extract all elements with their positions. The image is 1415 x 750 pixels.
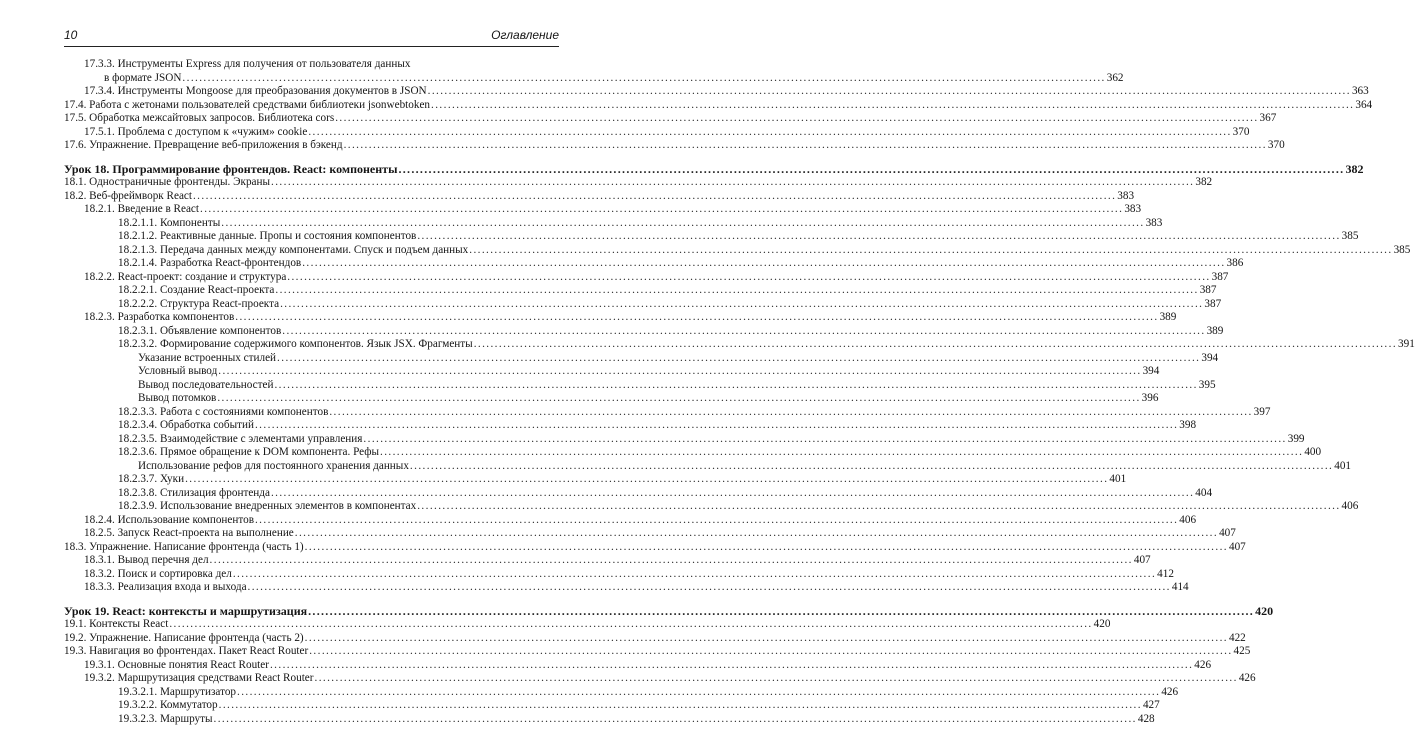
toc-entry[interactable] (64, 405, 1271, 420)
dot-leader: ............................................................................................................................................................................................................................ (280, 297, 1204, 310)
toc-entry-page: 395 (1198, 378, 1216, 391)
toc-entry-title: 18.2.3.9. Использование внедренных элементов в компонентах (118, 500, 417, 512)
dot-leader: ............................................................................................................................................................................................................................ (235, 311, 1159, 323)
dot-leader: ............................................................................................................................................................................................................................ (282, 324, 1206, 337)
toc-entry-title: Вывод потомков (138, 392, 217, 404)
toc-entry-page: 396 (1141, 392, 1159, 404)
dot-leader: ............................................................................................................................................................................................................................ (269, 658, 1194, 671)
toc-entry-page: 363 (1351, 85, 1369, 97)
toc-entry-title: Урок 19. React: контексты и маршрутизация (64, 603, 308, 618)
toc-entry-title: 18.1. Одностраничные фронтенды. Экраны (64, 176, 271, 188)
dot-leader: ............................................................................................................................................................................................................................ (304, 540, 1228, 553)
toc-entry[interactable] (64, 392, 1159, 406)
toc-entry-page: 362 (1106, 71, 1124, 84)
toc-entry-title: 18.2.3. Разработка компонентов (84, 311, 235, 323)
toc-entry[interactable] (64, 257, 1244, 271)
toc-entry[interactable] (64, 365, 1160, 379)
toc-lesson-entry[interactable] (64, 603, 1274, 619)
toc-entry-title: 19.1. Контексты React (64, 618, 169, 630)
toc-entry-page: 407 (1219, 527, 1236, 539)
toc-entry[interactable] (64, 513, 1197, 528)
toc-entry-page: 406 (1179, 513, 1197, 526)
toc-entry-title: 18.3.1. Вывод перечня дел (84, 554, 209, 566)
toc-entry[interactable] (64, 112, 1277, 126)
dot-leader: ............................................................................................................................................................................................................................ (427, 85, 1351, 97)
toc-entry[interactable] (64, 712, 1155, 727)
dot-leader: ............................................................................................................................................................................................................................ (169, 618, 1093, 630)
toc-entry-title: 18.2.1.3. Передача данных между компонентами. Спуск и подъем данных (118, 243, 469, 256)
toc-entry-page: 406 (1341, 500, 1359, 512)
toc-entry-page: 385 (1393, 243, 1411, 256)
dot-leader: ............................................................................................................................................................................................................................ (308, 125, 1232, 138)
toc-entry-page: 383 (1145, 216, 1163, 229)
toc-entry[interactable] (64, 311, 1177, 325)
toc-entry-page: 427 (1142, 699, 1160, 711)
toc-entry[interactable] (64, 567, 1174, 582)
toc-entry-title: 18.2. Веб-фреймворк React (64, 189, 192, 202)
toc-entry-page: 364 (1355, 98, 1373, 111)
toc-entry-title: 18.2.2.1. Создание React-проекта (118, 284, 275, 296)
dot-leader: ............................................................................................................................................................................................................................ (398, 161, 1345, 176)
dot-leader: ............................................................................................................................................................................................................................ (254, 513, 1179, 526)
toc-entry-title: 19.2. Упражнение. Написание фронтенда (часть 2) (64, 631, 304, 644)
toc-entry[interactable] (64, 338, 1415, 352)
toc-entry-page: 394 (1142, 365, 1160, 377)
toc-entry-title: Вывод последовательностей (138, 378, 274, 391)
toc-entry-page: 398 (1179, 419, 1197, 431)
toc-entry[interactable] (64, 58, 1124, 85)
dot-leader: ............................................................................................................................................................................................................................ (182, 71, 1106, 84)
toc-entry-title: 18.2.3.1. Объявление компонентов (118, 324, 282, 337)
dot-leader: ............................................................................................................................................................................................................................ (217, 392, 1141, 404)
toc-entry[interactable] (64, 672, 1256, 686)
dot-leader: ............................................................................................................................................................................................................................ (221, 216, 1145, 229)
toc-entry[interactable] (64, 203, 1142, 217)
running-title: Оглавление (491, 28, 559, 42)
table-of-contents (64, 58, 1415, 726)
toc-entry[interactable] (64, 685, 1179, 700)
toc-lesson-entry[interactable] (64, 161, 1364, 177)
toc-entry[interactable] (64, 540, 1246, 555)
dot-leader: ............................................................................................................................................................................................................................ (417, 500, 1341, 512)
toc-entry-title: 18.2.2. React-проект: создание и структура (84, 270, 287, 283)
toc-entry[interactable] (64, 139, 1285, 153)
toc-entry[interactable] (64, 473, 1127, 487)
toc-entry[interactable] (64, 284, 1217, 298)
dot-leader: ............................................................................................................................................................................................................................ (254, 419, 1179, 431)
toc-entry-page: 401 (1334, 459, 1352, 472)
toc-entry-page: 401 (1109, 473, 1127, 485)
toc-entry-title: 18.2.5. Запуск React-проекта на выполнение (84, 527, 294, 539)
toc-entry-page: 383 (1117, 189, 1135, 202)
toc-entry-title: 18.2.3.2. Формирование содержимого компонентов. Язык JSX. Фрагменты (118, 338, 473, 350)
dot-leader: ............................................................................................................................................................................................................................ (335, 112, 1259, 124)
toc-entry-page: 386 (1226, 257, 1244, 269)
toc-entry-title: Условный вывод (138, 365, 218, 377)
dot-leader: ............................................................................................................................................................................................................................ (275, 284, 1199, 296)
toc-entry[interactable] (64, 216, 1163, 231)
toc-entry-page: 420 (1255, 603, 1274, 618)
dot-leader: ............................................................................................................................................................................................................................ (363, 432, 1287, 445)
toc-entry-title: 19.3. Навигация во фронтендах. Пакет React Router (64, 645, 309, 657)
toc-entry[interactable] (64, 459, 1352, 474)
toc-entry-page: 370 (1267, 139, 1285, 151)
toc-entry-page: 400 (1304, 446, 1322, 458)
toc-entry[interactable] (64, 243, 1411, 258)
toc-entry-page: 394 (1201, 351, 1219, 364)
dot-leader: ............................................................................................................................................................................................................................ (247, 581, 1171, 593)
toc-entry-title: Урок 18. Программирование фронтендов. React: компоненты (64, 161, 398, 176)
toc-entry-title: 19.3.2.1. Маршрутизатор (118, 685, 237, 698)
toc-entry-page: 387 (1204, 297, 1222, 310)
toc-entry[interactable] (64, 270, 1229, 285)
dot-leader: ............................................................................................................................................................................................................................ (270, 486, 1195, 499)
toc-entry[interactable] (64, 98, 1373, 113)
toc-entry[interactable] (64, 658, 1212, 673)
toc-entry-title: 18.3.3. Реализация входа и выхода (84, 581, 247, 593)
dot-leader: ............................................................................................................................................................................................................................ (308, 603, 1255, 618)
toc-entry-page: 414 (1171, 581, 1189, 593)
dot-leader: ............................................................................................................................................................................................................................ (329, 405, 1253, 418)
toc-entry[interactable] (64, 631, 1246, 646)
dot-leader: ............................................................................................................................................................................................................................ (287, 270, 1211, 283)
toc-entry[interactable] (64, 581, 1189, 595)
dot-leader: ............................................................................................................................................................................................................................ (277, 351, 1201, 364)
toc-entry-title: 18.2.3.4. Обработка событий (118, 419, 254, 431)
toc-entry-title: 19.3.2. Маршрутизация средствами React Router (84, 672, 314, 684)
toc-entry-title: 18.2.3.8. Стилизация фронтенда (118, 486, 270, 499)
toc-entry-page: 404 (1195, 486, 1213, 499)
toc-entry-page: 389 (1206, 324, 1224, 337)
toc-entry-page: 389 (1159, 311, 1177, 323)
dot-leader: ............................................................................................................................................................................................................................ (469, 243, 1393, 256)
toc-entry-page: 407 (1228, 540, 1246, 553)
toc-entry-title: 18.2.3.6. Прямое обращение к DOM компонента. Рефы (118, 446, 380, 458)
toc-entry-page: 428 (1137, 712, 1155, 725)
toc-entry-title: Использование рефов для постоянного хранения данных (138, 459, 409, 472)
toc-entry-title: 17.4. Работа с жетонами пользователей средствами библиотеки jsonwebtoken (64, 98, 431, 111)
toc-entry-title: 18.2.1.4. Разработка React-фронтендов (118, 257, 302, 269)
dot-leader: ............................................................................................................................................................................................................................ (302, 257, 1226, 269)
toc-entry-title: 19.3.2.3. Маршруты (118, 712, 213, 725)
toc-entry-page: 367 (1259, 112, 1277, 124)
dot-leader: ............................................................................................................................................................................................................................ (314, 672, 1238, 684)
toc-entry-page: 426 (1238, 672, 1256, 684)
toc-entry-title: 18.2.1.2. Реактивные данные. Пропы и состояния компонентов (118, 230, 417, 242)
dot-leader: ............................................................................................................................................................................................................................ (232, 567, 1157, 580)
dot-leader: ............................................................................................................................................................................................................................ (431, 98, 1355, 111)
toc-entry-page: 391 (1398, 338, 1415, 350)
toc-entry-title: 19.3.1. Основные понятия React Router (84, 658, 269, 671)
dot-leader: ............................................................................................................................................................................................................................ (417, 230, 1341, 242)
toc-entry-title: 17.5. Обработка межсайтовых запросов. Библиотека cors (64, 112, 335, 124)
toc-entry[interactable] (64, 324, 1224, 339)
toc-entry-page: 420 (1093, 618, 1111, 630)
toc-entry[interactable] (64, 486, 1213, 501)
dot-leader: ............................................................................................................................................................................................................................ (237, 685, 1161, 698)
toc-entry-page: 407 (1133, 554, 1151, 566)
toc-entry-title: 18.2.3.3. Работа с состояниями компонентов (118, 405, 329, 418)
toc-entry[interactable] (64, 297, 1222, 312)
toc-entry-page: 399 (1287, 432, 1305, 445)
toc-entry-page: 397 (1253, 405, 1271, 418)
toc-entry-page: 412 (1157, 567, 1174, 580)
toc-entry-page: 382 (1345, 161, 1364, 176)
toc-entry[interactable] (64, 189, 1135, 204)
toc-entry-page: 422 (1228, 631, 1246, 644)
toc-entry-title: 18.2.4. Использование компонентов (84, 513, 254, 526)
toc-entry-title: 18.2.3.7. Хуки (118, 473, 185, 485)
dot-leader: ............................................................................................................................................................................................................................ (380, 446, 1304, 458)
toc-entry-page: 387 (1211, 270, 1229, 283)
toc-entry-title: 18.2.1. Введение в React (84, 203, 199, 215)
dot-leader: ............................................................................................................................................................................................................................ (294, 527, 1219, 539)
dot-leader: ............................................................................................................................................................................................................................ (185, 473, 1109, 485)
dot-leader: ............................................................................................................................................................................................................................ (473, 338, 1398, 350)
toc-entry-title: в формате JSON (104, 71, 182, 84)
toc-entry-title: 18.3. Упражнение. Написание фронтенда (часть 1) (64, 540, 304, 553)
toc-entry-title-line: 17.3.3. Инструменты Express для получения от пользователя данных (84, 58, 411, 70)
section-gap (64, 595, 558, 605)
toc-entry[interactable] (64, 554, 1151, 568)
toc-entry-title: 18.3.2. Поиск и сортировка дел (84, 567, 232, 580)
toc-entry[interactable] (64, 176, 1213, 190)
toc-entry-page: 370 (1232, 125, 1250, 138)
toc-entry-title: Указание встроенных стилей (138, 351, 277, 364)
toc-entry[interactable] (64, 419, 1197, 433)
dot-leader: ............................................................................................................................................................................................................................ (213, 712, 1137, 725)
dot-leader: ............................................................................................................................................................................................................................ (209, 554, 1133, 566)
toc-entry[interactable] (64, 699, 1160, 713)
dot-leader: ............................................................................................................................................................................................................................ (200, 203, 1124, 215)
page-header (64, 26, 559, 47)
toc-entry-page: 383 (1124, 203, 1142, 215)
toc-entry[interactable] (64, 527, 1236, 541)
toc-entry-title: 18.2.2.2. Структура React-проекта (118, 297, 280, 310)
dot-leader: ............................................................................................................................................................................................................................ (309, 645, 1233, 657)
toc-entry-title: 18.2.3.5. Взаимодействие с элементами управления (118, 432, 363, 445)
toc-entry[interactable] (64, 230, 1359, 244)
toc-entry[interactable] (64, 446, 1322, 460)
toc-entry-title: 18.2.1.1. Компоненты (118, 216, 221, 229)
section-gap (64, 153, 558, 163)
dot-leader: ............................................................................................................................................................................................................................ (271, 176, 1195, 188)
toc-entry[interactable] (64, 432, 1305, 447)
toc-entry-page: 425 (1233, 645, 1251, 657)
dot-leader: ............................................................................................................................................................................................................................ (343, 139, 1267, 151)
toc-entry-title: 17.6. Упражнение. Превращение веб-приложения в бэкенд (64, 139, 343, 151)
dot-leader: ............................................................................................................................................................................................................................ (218, 365, 1142, 377)
toc-entry-page: 387 (1199, 284, 1217, 296)
toc-entry[interactable] (64, 378, 1216, 393)
toc-entry[interactable] (64, 85, 1369, 99)
toc-entry-page: 426 (1194, 658, 1212, 671)
toc-entry[interactable] (64, 618, 1111, 632)
toc-entry-page: 382 (1195, 176, 1213, 188)
dot-leader: ............................................................................................................................................................................................................................ (218, 699, 1142, 711)
toc-entry[interactable] (64, 125, 1250, 140)
toc-entry-title: 19.3.2.2. Коммутатор (118, 699, 218, 711)
toc-entry[interactable] (64, 500, 1359, 514)
dot-leader: ............................................................................................................................................................................................................................ (192, 189, 1117, 202)
toc-entry-page: 385 (1341, 230, 1359, 242)
dot-leader: ............................................................................................................................................................................................................................ (304, 631, 1228, 644)
dot-leader: ............................................................................................................................................................................................................................ (274, 378, 1198, 391)
toc-entry-title: 17.5.1. Проблема с доступом к «чужим» cookie (84, 125, 308, 138)
toc-entry-title: 17.3.4. Инструменты Mongoose для преобразования документов в JSON (84, 85, 427, 97)
page-number: 10 (64, 28, 78, 42)
toc-entry[interactable] (64, 645, 1251, 659)
dot-leader: ............................................................................................................................................................................................................................ (409, 459, 1334, 472)
toc-entry-page: 426 (1161, 685, 1179, 698)
toc-entry[interactable] (64, 351, 1219, 366)
